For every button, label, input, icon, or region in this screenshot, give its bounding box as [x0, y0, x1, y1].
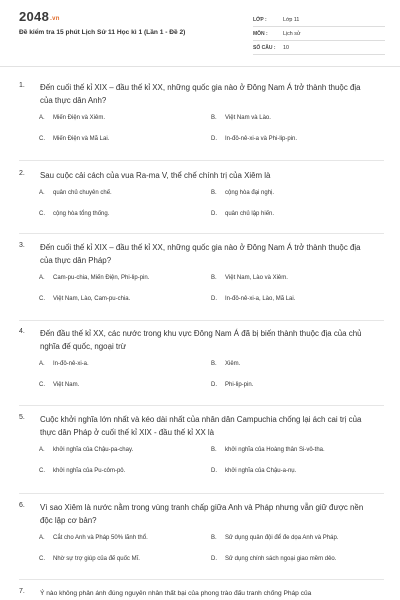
question-number: 5. [19, 414, 25, 421]
option-d[interactable]: D. In-đô-nê-xi-a và Phi-lip-pin. [211, 136, 298, 142]
options [39, 533, 384, 571]
option-d[interactable]: D. khởi nghĩa của Chậu-a-nụ. [211, 468, 297, 474]
option-a[interactable]: A. quân chủ chuyên chế. [39, 190, 112, 196]
divider [19, 233, 384, 234]
option-c[interactable]: C. Việt Nam, Lào, Cam-pu-chia. [39, 296, 131, 302]
divider [19, 493, 384, 494]
info-subject [253, 27, 385, 41]
option-a[interactable]: A. Miến Điện và Xiêm. [39, 115, 106, 121]
option-c[interactable]: C. cộng hòa tổng thống. [39, 211, 110, 217]
question-2 [19, 169, 384, 226]
option-b[interactable]: B. Việt Nam, Lào và Xiêm. [211, 275, 288, 281]
exam-info-panel [253, 13, 385, 55]
question-text: Ý nào không phản ánh đúng nguyên nhân thất bại của phong trào đấu tranh chống Pháp của [40, 590, 312, 597]
option-b[interactable]: B. Sử dụng quân đội để đe dọa Anh và Pháp. [211, 535, 339, 541]
question-1 [19, 81, 384, 151]
option-c[interactable]: C. khởi nghĩa của Pu-côm-pô. [39, 468, 126, 474]
question-text: Đến cuối thế kỉ XIX – đầu thế kỉ XX, những quốc gia nào ở Đông Nam Á trở thành thuộc địa của thực dân Anh? [40, 83, 361, 105]
question-text: Đến đầu thế kỉ XX, các nước trong khu vực Đông Nam Á đã bị biến thành thuộc địa của chủ nghĩa đế quốc, ngoại trừ [40, 329, 362, 351]
info-label: LỚP : [253, 16, 267, 23]
option-b[interactable]: B. Xiêm. [211, 361, 241, 367]
options [39, 188, 384, 226]
question-number: 6. [19, 502, 25, 509]
question-text: Vì sao Xiêm là nước nằm trong vùng tranh chấp giữa Anh và Pháp nhưng vẫn giữ được nền độc lập cơ bản? [40, 503, 364, 525]
question-5 [19, 413, 384, 483]
question-7 [19, 587, 384, 600]
divider [19, 160, 384, 161]
option-d[interactable]: D. Sử dụng chính sách ngoại giao mềm dẻo. [211, 556, 337, 562]
header [0, 0, 400, 67]
question-6 [19, 501, 384, 571]
question-number: 7. [19, 588, 25, 595]
info-class [253, 13, 385, 27]
option-d[interactable]: D. quân chủ lập hiến. [211, 211, 275, 217]
question-number: 4. [19, 328, 25, 335]
option-d[interactable]: D. Phi-lip-pin. [211, 382, 254, 388]
question-number: 3. [19, 242, 25, 249]
info-value: Lịch sử [283, 30, 301, 37]
option-b[interactable]: B. khởi nghĩa của Hoàng thân Si-vô-tha. [211, 447, 325, 453]
option-b[interactable]: B. cộng hòa đại nghị. [211, 190, 275, 196]
divider [19, 320, 384, 321]
option-c[interactable]: C. Việt Nam. [39, 382, 80, 388]
option-a[interactable]: A. In-đô-nê-xi-a. [39, 361, 89, 367]
option-b[interactable]: B. Việt Nam và Lào. [211, 115, 271, 121]
options [39, 359, 384, 397]
info-value: Lớp 11 [283, 16, 300, 23]
divider [19, 579, 384, 580]
info-question-count [253, 41, 385, 55]
options [39, 445, 384, 483]
info-label: MÔN : [253, 30, 268, 37]
option-a[interactable]: A. khởi nghĩa của Chậu-pa-chay. [39, 447, 134, 453]
options [39, 113, 384, 151]
options [39, 273, 384, 311]
question-4 [19, 327, 384, 397]
option-a[interactable]: A. Cam-pu-chia, Miến Điện, Phi-lip-pin. [39, 275, 150, 281]
info-value: 10 [283, 44, 289, 51]
question-3 [19, 241, 384, 311]
info-label: SỐ CÂU : [253, 44, 276, 51]
option-a[interactable]: A. Cắt cho Anh và Pháp 50% lãnh thổ. [39, 535, 148, 541]
question-text: Đến cuối thế kỉ XIX – đầu thế kỉ XX, những quốc gia nào ở Đông Nam Á trở thành thuộc địa của thực dân Pháp? [40, 243, 361, 265]
option-c[interactable]: C. Nhờ sự trợ giúp của đế quốc Mĩ. [39, 556, 140, 562]
divider [19, 405, 384, 406]
question-number: 2. [19, 170, 25, 177]
question-text: Sau cuộc cải cách của vua Ra-ma V, thể chế chính trị của Xiêm là [40, 171, 271, 180]
option-c[interactable]: C. Miến Điện và Mã Lai. [39, 136, 110, 142]
site-logo[interactable]: 2048.vn [19, 9, 60, 24]
option-d[interactable]: D. In-đô-nê-xi-a, Lào, Mã Lai. [211, 296, 296, 302]
question-number: 1. [19, 82, 25, 89]
exam-title: Đề kiểm tra 15 phút Lịch Sử 11 Học kì 1 (Lần 1 - Đề 2) [19, 29, 186, 36]
question-text: Cuộc khởi nghĩa lớn nhất và kéo dài nhất của nhân dân Campuchia chống lại ách cai trị của thực dân Pháp ở cuối thế kỉ XIX - đầu thế kỉ XX là [40, 415, 362, 437]
